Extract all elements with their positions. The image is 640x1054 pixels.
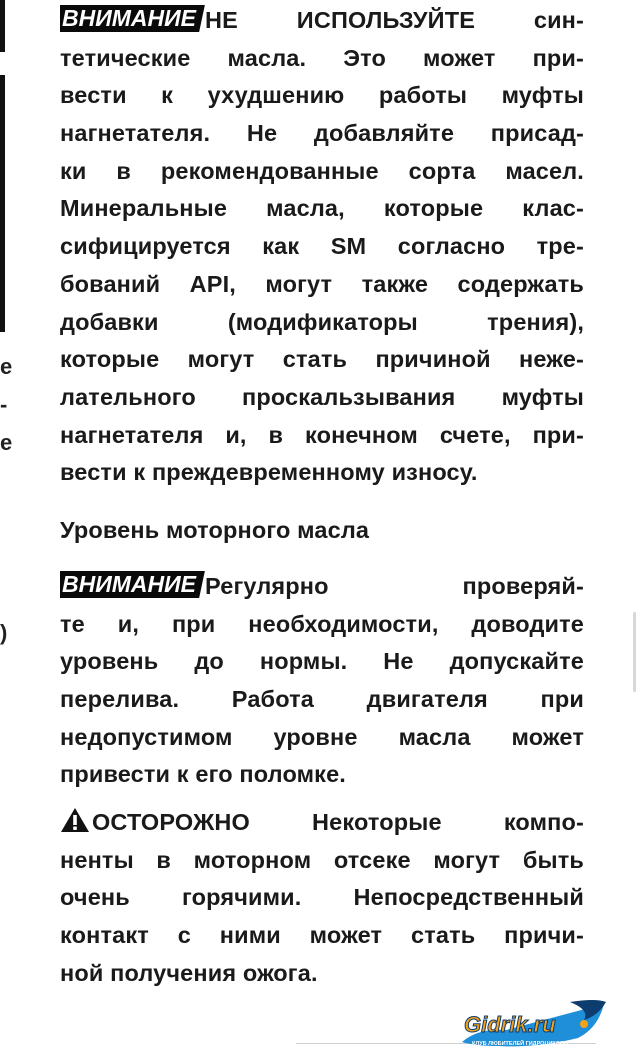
edge-bar-top — [0, 0, 5, 52]
text-line: ной получения ожога. — [60, 959, 318, 986]
text-line: контакт с ними может стать причи- — [60, 922, 584, 949]
text-line: бований API, могут также содержать — [60, 270, 584, 297]
logo-tagline: КЛУБ ЛЮБИТЕЛЕЙ ГИДРОЦИКЛОВ — [472, 1041, 568, 1047]
text-line: которые могут стать причиной неже- — [60, 346, 584, 373]
caution-tag: ОСТОРОЖНО — [92, 809, 250, 835]
gidrik-logo — [458, 998, 608, 1050]
edge-glyph: е — [0, 430, 13, 455]
notice-synthetic-oil — [60, 2, 584, 492]
text-line: уровень до нормы. Не допускайте — [60, 648, 584, 675]
logo-brand-text: Gidrik.ru — [464, 1012, 556, 1037]
text-line: тетические масла. Это может при- — [60, 44, 584, 71]
text-line: привести к его поломке. — [60, 761, 346, 788]
edge-glyph: - — [0, 392, 8, 417]
text-line: ки в рекомендованные сорта масел. — [60, 157, 584, 184]
notice-oil-level — [60, 568, 584, 794]
text-line: те и, при необходимости, доводите — [60, 610, 584, 637]
text-line: перелива. Работа двигателя при — [60, 686, 584, 713]
warning-triangle-icon — [60, 807, 90, 833]
text-line: вести к преждевременному износу. — [60, 459, 478, 486]
notice-tag: ВНИМАНИЕ — [60, 5, 199, 32]
section-heading: Уровень моторного масла — [60, 517, 370, 543]
edge-glyph: ) — [0, 620, 8, 645]
text-line: нагнетателя и, в конечном счете, при- — [60, 421, 584, 448]
text-line: ОСТОРОЖНО Некоторые компо- — [60, 804, 584, 842]
text-line: вести к ухудшению работы муфты — [60, 82, 584, 109]
edge-bar-middle — [0, 75, 5, 332]
text-line: добавки (модификаторы трения), — [60, 308, 584, 335]
text-line: ВНИМАНИЕ Регулярно проверяй- — [62, 571, 584, 599]
text-line: ВНИМАНИЕ НЕ ИСПОЛЬЗУЙТЕ син- — [62, 5, 584, 33]
text-line: нагнетателя. Не добавляйте присад- — [60, 120, 584, 147]
text-line: лательного проскальзывания муфты — [60, 383, 584, 410]
text-line: Минеральные масла, которые клас- — [60, 195, 584, 222]
scrollbar-thumb[interactable] — [633, 612, 636, 692]
notice-tag: ВНИМАНИЕ — [60, 571, 199, 598]
text-line: очень горячими. Непосредственный — [60, 884, 584, 911]
caution-hot-components — [60, 804, 584, 992]
text-line: ненты в моторном отсеке могут быть — [60, 846, 584, 873]
text-line: недопустимом уровне масла может — [60, 723, 584, 750]
edge-glyph: е — [0, 354, 13, 379]
text-line: сифицируется как SM согласно тре- — [60, 233, 584, 260]
